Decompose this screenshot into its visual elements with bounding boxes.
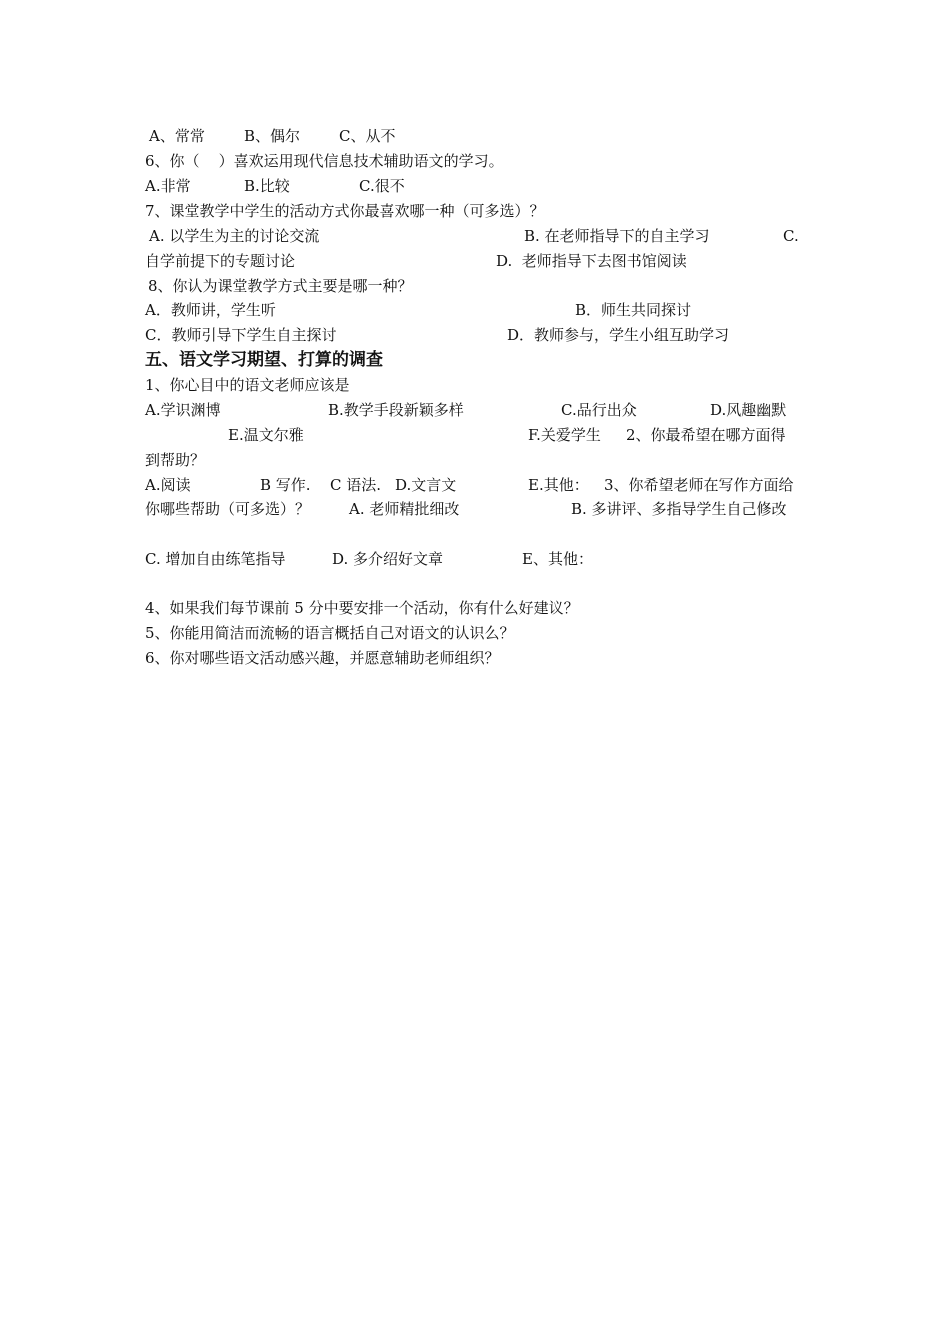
q7-option-a: A. 以学生为主的讨论交流 xyxy=(149,227,320,245)
s5-q6-text: 6、你对哪些语文活动感兴趣，并愿意辅助老师组织？ xyxy=(145,649,500,667)
s5-q2-option-d: D.文言文 xyxy=(395,476,457,494)
q6-option-b: B.比较 xyxy=(244,177,290,195)
q8-option-a: A．教师讲，学生听 xyxy=(145,301,276,319)
q7-option-c-start: C. xyxy=(783,227,799,245)
q7-option-b: B. 在老师指导下的自主学习 xyxy=(524,227,710,245)
q8-option-c: C．教师引导下学生自主探讨 xyxy=(145,326,337,344)
q6-option-a: A.非常 xyxy=(145,177,191,195)
q8-option-b: B．师生共同探讨 xyxy=(575,301,692,319)
s5-q3-option-d: D. 多介绍好文章 xyxy=(332,550,444,568)
s5-q2-text-start: 2、你最希望在哪方面得 xyxy=(626,426,786,444)
s5-q4-text: 4、如果我们每节课前 5 分中要安排一个活动，你有什么好建议？ xyxy=(145,599,579,617)
q7-text: 7、课堂教学中学生的活动方式你最喜欢哪一种（可多选）？ xyxy=(145,202,545,220)
s5-q1-option-d: D.风趣幽默 xyxy=(710,401,787,419)
s5-q1-option-b: B.教学手段新颖多样 xyxy=(328,401,464,419)
s5-q1-text: 1、你心目中的语文老师应该是 xyxy=(145,376,350,394)
q7-option-c-cont: 自学前提下的专题讨论 xyxy=(145,252,296,270)
s5-q3-option-c: C. 增加自由练笔指导 xyxy=(145,550,286,568)
s5-q2-option-e: E.其他： xyxy=(528,476,589,494)
s5-q2-text-cont: 到帮助？ xyxy=(145,451,206,469)
s5-q3-option-a: A. 老师精批细改 xyxy=(349,500,460,518)
s5-q2-option-c: C 语法. xyxy=(330,476,382,494)
q7-option-d: D. 老师指导下去图书馆阅读 xyxy=(496,252,687,270)
q5-option-b: B、偶尔 xyxy=(244,127,301,145)
q8-option-d: D．教师参与，学生小组互助学习 xyxy=(507,326,730,344)
s5-q5-text: 5、你能用简洁而流畅的语言概括自己对语文的认识么？ xyxy=(145,624,515,642)
s5-q1-option-a: A.学识渊博 xyxy=(145,401,221,419)
q8-text: 8、你认为课堂教学方式主要是哪一种？ xyxy=(148,277,413,295)
s5-q2-option-a: A.阅读 xyxy=(145,476,191,494)
s5-q3-text-start: 3、你希望老师在写作方面给 xyxy=(604,476,794,494)
q5-option-c: C、从不 xyxy=(339,127,396,145)
section-heading: 五、语文学习期望、打算的调查 xyxy=(145,350,383,370)
s5-q2-option-b: B 写作. xyxy=(260,476,311,494)
s5-q1-option-e: E.温文尔雅 xyxy=(228,426,304,444)
s5-q1-option-f: F.关爱学生 xyxy=(528,426,601,444)
q6-option-c: C.很不 xyxy=(359,177,405,195)
s5-q1-option-c: C.品行出众 xyxy=(561,401,637,419)
q5-option-a: A、常常 xyxy=(149,127,205,145)
q6-text: 6、你（ ）喜欢运用现代信息技术辅助语文的学习。 xyxy=(145,152,504,170)
s5-q3-option-b: B. 多讲评、多指导学生自己修改 xyxy=(571,500,787,518)
s5-q3-text-cont: 你哪些帮助（可多选）？ xyxy=(145,500,311,518)
s5-q3-option-e: E、其他： xyxy=(522,550,593,568)
